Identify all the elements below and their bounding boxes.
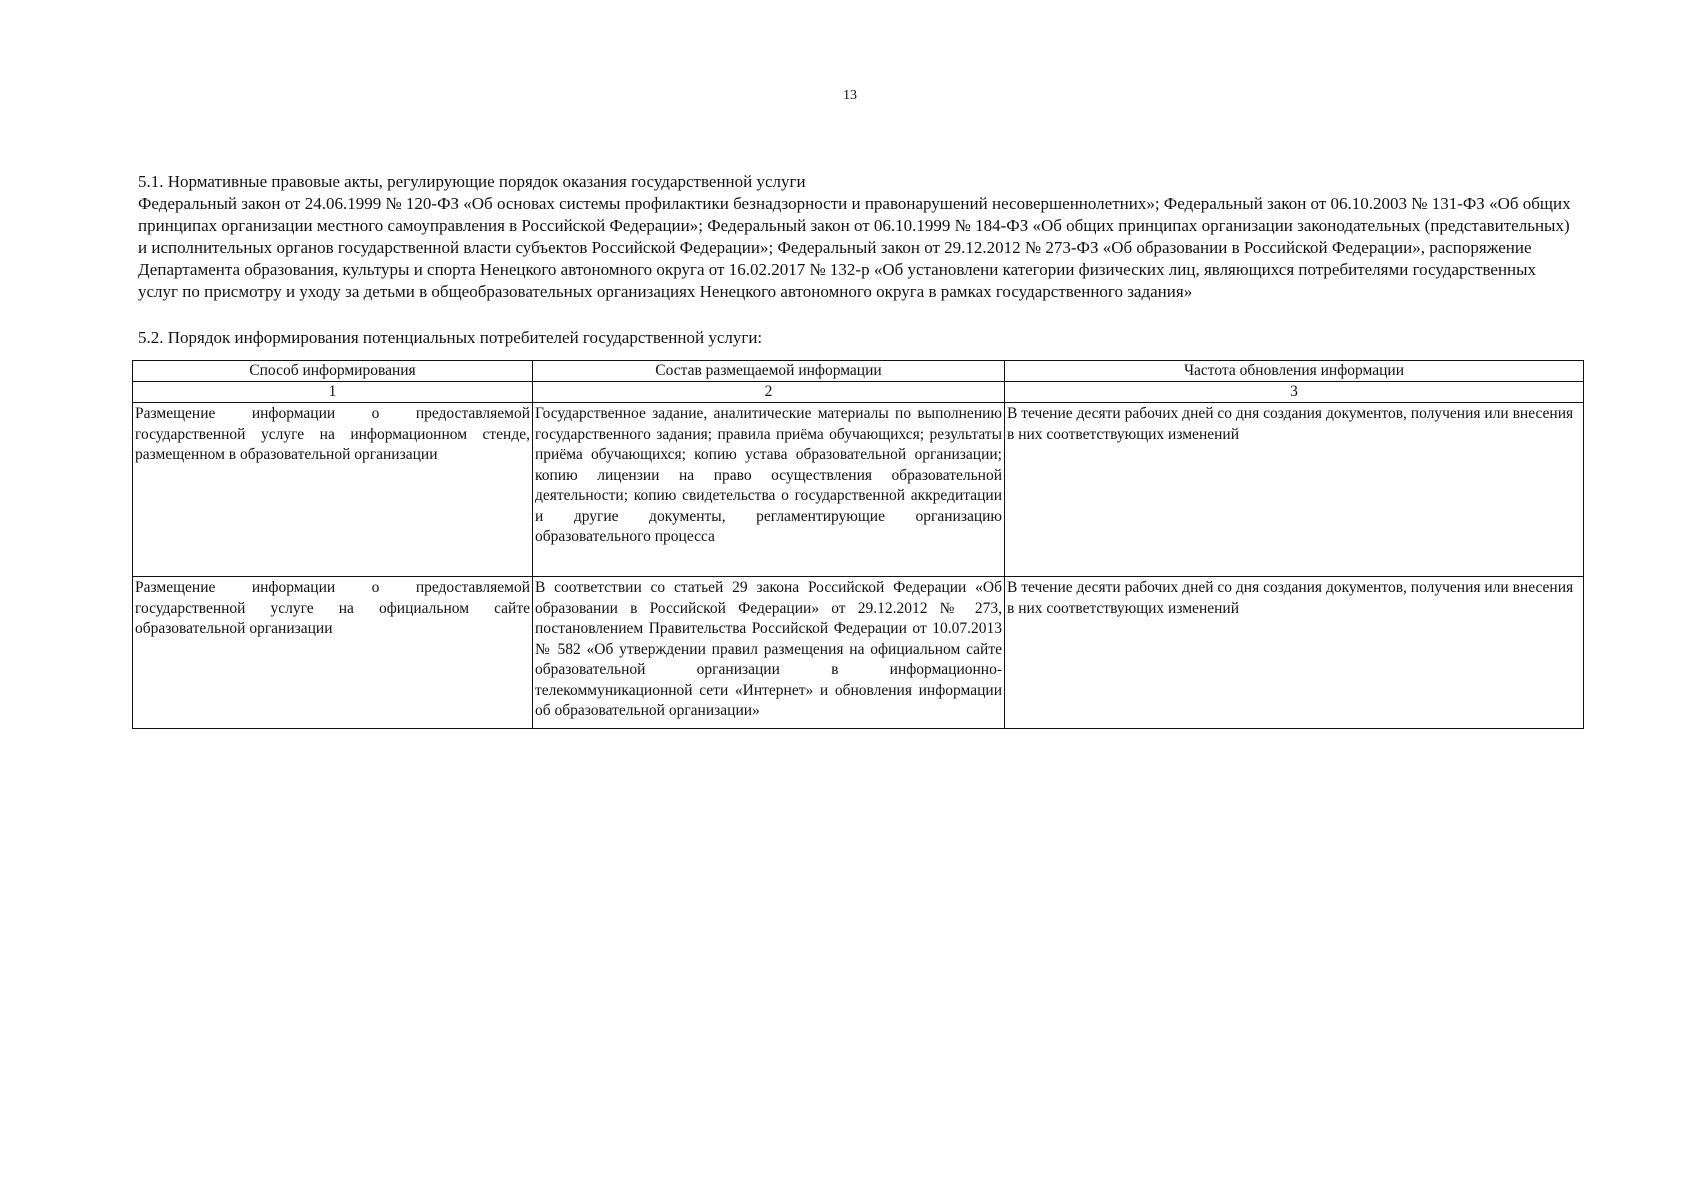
cell-method: Размещение информации о предоставляемой государственной услуге на информационном стенде, размещенном в образовательной организации — [133, 403, 533, 577]
column-number: 3 — [1005, 382, 1584, 403]
cell-frequency: В течение десяти рабочих дней со дня создания документов, получения или внесения в них соответствующих изменений — [1005, 577, 1584, 729]
column-number: 1 — [133, 382, 533, 403]
column-number: 2 — [533, 382, 1005, 403]
section-5-1-text: Федеральный закон от 24.06.1999 № 120-ФЗ «Об основах системы профилактики безнадзорности и правонарушений несовершеннолетних»; Федеральный закон от 06.10.2003 № 131-ФЗ «Об общих принципах организации местного самоуправления в Российской Федерации»; Федеральный закон от 06.10.1999 № 184-ФЗ «Об общих принципах организации законодательных (представительных) и исполнительных органов государственной власти субъектов Российской Федерации»; Федеральный закон от 29.12.2012 № 273-ФЗ «Об образовании в Российской Федерации», распоряжение Департамента образования, культуры и спорта Ненецкого автономного округа от 16.02.2017 № 132-р «Об установлени категории физических лиц, являющихся потребителями государственных услуг по присмотру и уходу за детьми в общеобразовательных организациях Ненецкого автономного округа в рамках государственного задания» — [138, 194, 1571, 301]
section-5-2 — [138, 327, 1578, 349]
page-number: 13 — [843, 88, 857, 103]
cell-content: Государственное задание, аналитические материалы по выполнению государственного задания; правила приёма обучающихся; результаты приёма обучающихся; копию устава образовательной организации; копию лицензии на право осуществления образовательной деятельности; копию свидетельства о государственной аккредитации и другие документы, регламентирующие организацию образовательного процесса — [533, 403, 1005, 577]
table-row — [133, 403, 1584, 577]
table-header-row — [133, 361, 1584, 382]
table-row — [133, 577, 1584, 729]
section-5-1-title: 5.1. Нормативные правовые акты, регулирующие порядок оказания государственной услуги — [138, 172, 806, 191]
cell-frequency: В течение десяти рабочих дней со дня создания документов, получения или внесения в них соответствующих изменений — [1005, 403, 1584, 577]
section-5-2-title: 5.2. Порядок информирования потенциальных потребителей государственной услуги: — [138, 328, 763, 347]
header-method: Способ информирования — [133, 361, 533, 382]
cell-content: В соответствии со статьей 29 закона Российской Федерации «Об образовании в Российской Федерации» от 29.12.2012 № 273, постановлением Правительства Российской Федерации от 10.07.2013 № 582 «Об утверждении правил размещения на официальном сайте образовательной организации в информационно-телекоммуникационной сети «Интернет» и обновления информации об образовательной организации» — [533, 577, 1005, 729]
cell-method: Размещение информации о предоставляемой государственной услуге на официальном сайте образовательной организации — [133, 577, 533, 729]
section-5-1 — [138, 171, 1578, 303]
table-number-row — [133, 382, 1584, 403]
header-content: Состав размещаемой информации — [533, 361, 1005, 382]
header-frequency: Частота обновления информации — [1005, 361, 1584, 382]
informing-table — [132, 360, 1584, 729]
